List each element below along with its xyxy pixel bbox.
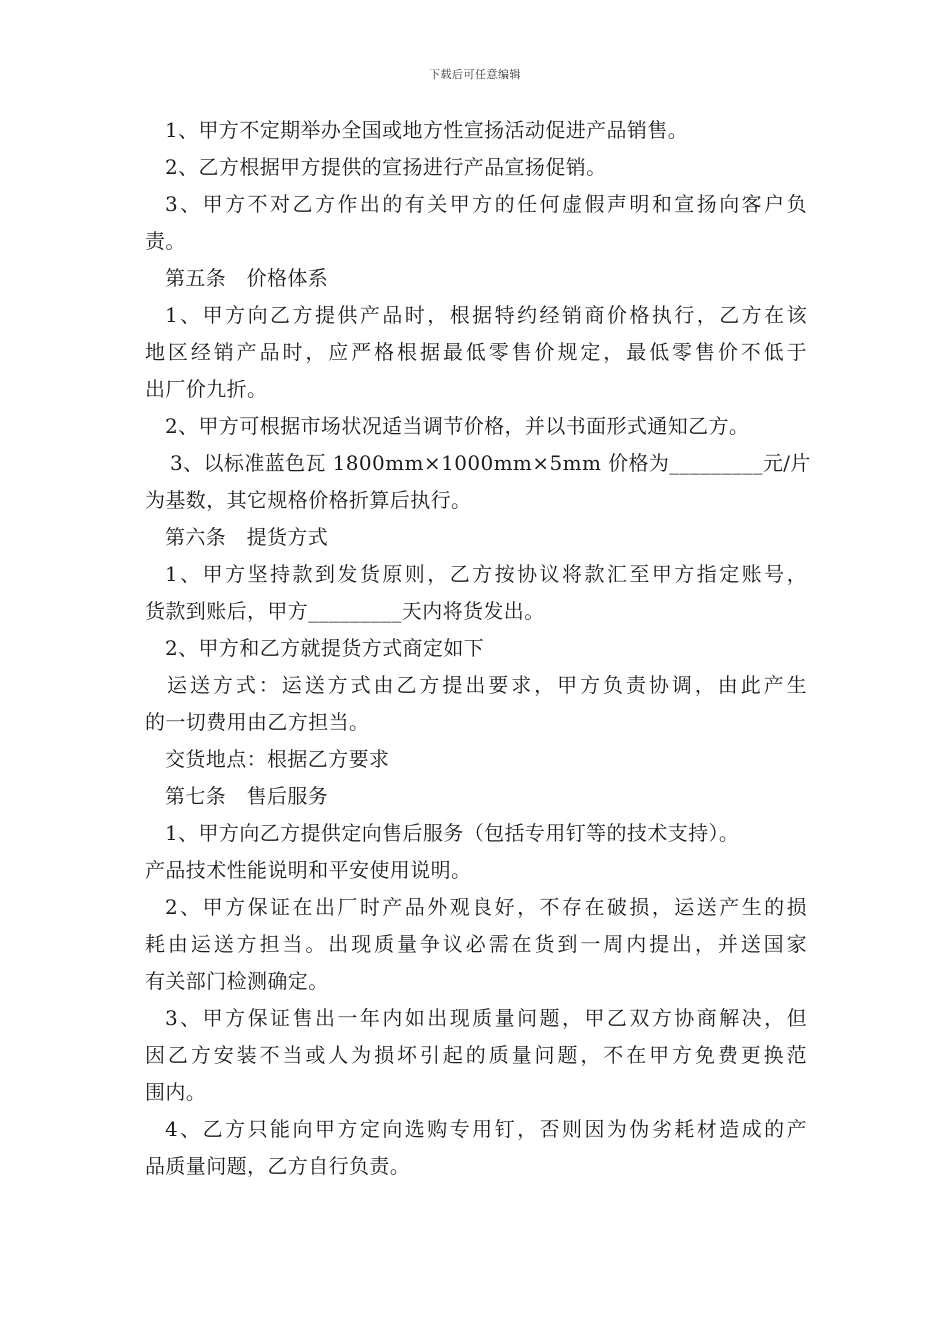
- clause-4-item-1: 1、甲方不定期举办全国或地方性宣扬活动促进产品销售。: [165, 118, 689, 142]
- section-heading-article-6: 第六条 提货方式: [165, 525, 329, 549]
- clause-7-item-3-line-1: 3、甲方保证售出一年内如出现质量问题，甲乙双方协商解决，但: [165, 1006, 807, 1030]
- delivery-location: 交货地点：根据乙方要求: [165, 747, 390, 771]
- shipping-method-line-2: 的一切费用由乙方担当。: [145, 710, 370, 734]
- document-body: [145, 112, 811, 1185]
- clause-4-item-3-line-2: 责。: [145, 229, 186, 253]
- section-heading-article-7: 第七条 售后服务: [165, 784, 329, 808]
- clause-7-item-4-line-2: 品质量问题，乙方自行负责。: [145, 1154, 411, 1178]
- clause-5-item-2: 2、甲方可根据市场状况适当调节价格，并以书面形式通知乙方。: [165, 414, 750, 438]
- clause-6-item-1-line-1: 1、甲方坚持款到发货原则，乙方按协议将款汇至甲方指定账号，: [165, 562, 807, 586]
- clause-5-item-1-line-3: 出厂价九折。: [145, 377, 268, 401]
- page-header: 下载后可任意编辑: [429, 68, 521, 81]
- clause-7-item-1-line-1: 1、甲方向乙方提供定向售后服务（包括专用钉等的技术支持）。: [165, 821, 740, 845]
- clause-5-item-3-line-1: 3、以标准蓝色瓦 1800mm×1000mm×5mm 价格为_________元/片: [170, 451, 811, 475]
- clause-7-item-3-line-3: 围内。: [145, 1080, 207, 1104]
- clause-7-item-3-line-2: 因乙方安装不当或人为损坏引起的质量问题，不在甲方免费更换范: [145, 1043, 807, 1067]
- clause-4-item-2: 2、乙方根据甲方提供的宣扬进行产品宣扬促销。: [165, 155, 607, 179]
- section-heading-article-5: 第五条 价格体系: [165, 266, 329, 290]
- clause-7-item-1-line-2: 产品技术性能说明和平安使用说明。: [145, 858, 472, 882]
- clause-7-item-2-line-3: 有关部门检测确定。: [145, 969, 329, 993]
- clause-6-item-1-line-2: 货款到账后，甲方_________天内将货发出。: [145, 599, 545, 623]
- clause-5-item-3-line-2: 为基数，其它规格价格折算后执行。: [145, 488, 472, 512]
- clause-5-item-1-line-2: 地区经销产品时，应严格根据最低零售价规定，最低零售价不低于: [145, 340, 807, 364]
- clause-5-item-1-line-1: 1、甲方向乙方提供产品时，根据特约经销商价格执行，乙方在该: [165, 303, 807, 327]
- clause-4-item-3-line-1: 3、甲方不对乙方作出的有关甲方的任何虚假声明和宣扬向客户负: [165, 192, 807, 216]
- clause-7-item-4-line-1: 4、乙方只能向甲方定向选购专用钉，否则因为伪劣耗材造成的产: [165, 1117, 807, 1141]
- clause-7-item-2-line-2: 耗由运送方担当。出现质量争议必需在货到一周内提出，并送国家: [145, 932, 807, 956]
- shipping-method-line-1: 运送方式：运送方式由乙方提出要求，甲方负责协调，由此产生: [167, 673, 807, 697]
- clause-7-item-2-line-1: 2、甲方保证在出厂时产品外观良好，不存在破损，运送产生的损: [165, 895, 807, 919]
- clause-6-item-2: 2、甲方和乙方就提货方式商定如下: [165, 636, 485, 660]
